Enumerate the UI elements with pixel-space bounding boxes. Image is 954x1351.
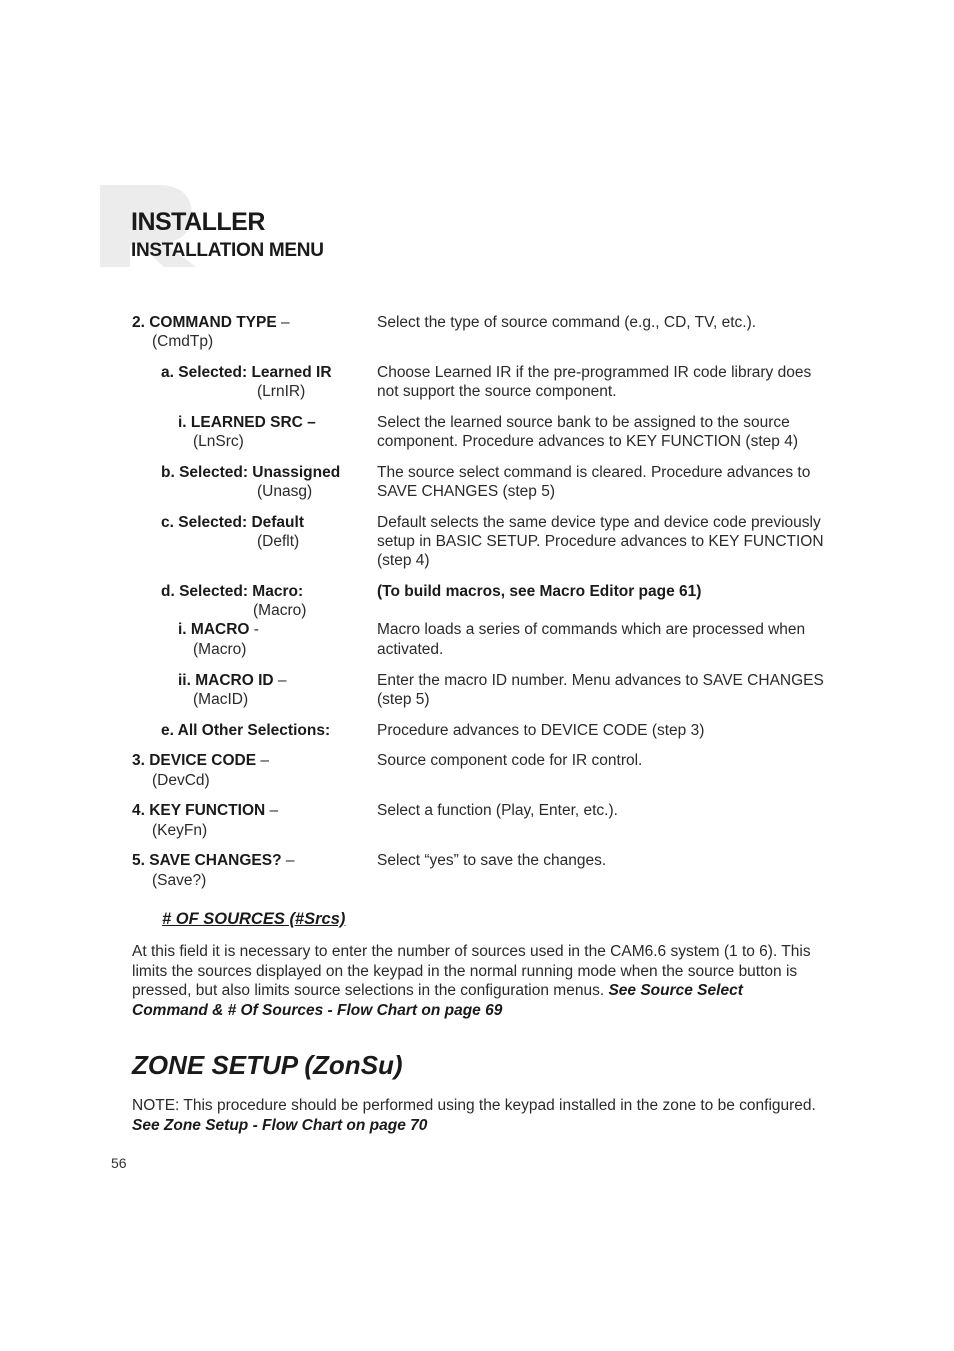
item-desc: not support the source component. xyxy=(377,383,617,400)
item-label: b. Selected: Unassigned xyxy=(161,464,341,481)
sources-heading: # OF SOURCES (#Srcs) xyxy=(162,910,346,928)
page-title: INSTALLER xyxy=(131,208,265,236)
item-code: (Deflt) xyxy=(257,533,300,550)
item-desc: (step 5) xyxy=(377,691,430,708)
item-code: (CmdTp) xyxy=(152,333,214,350)
item-label: ii. MACRO ID – xyxy=(178,672,287,689)
item-desc: The source select command is cleared. Procedure advances to xyxy=(377,464,811,481)
item-desc: activated. xyxy=(377,641,444,658)
page-subtitle: INSTALLATION MENU xyxy=(131,240,324,261)
item-label: 4. KEY FUNCTION – xyxy=(132,802,279,819)
item-label: i. MACRO - xyxy=(178,621,259,638)
item-code: (Macro) xyxy=(193,641,247,658)
item-desc: Procedure advances to DEVICE CODE (step 3) xyxy=(377,722,705,739)
item-label: 3. DEVICE CODE – xyxy=(132,752,269,769)
item-desc: Source component code for IR control. xyxy=(377,752,643,769)
zone-setup-heading: ZONE SETUP (ZonSu) xyxy=(132,1050,403,1080)
sources-paragraph: At this field it is necessary to enter the number of sources used in the CAM6.6 system (1 to 6). This limits the sources displayed on the keypad in the normal running mode when the source button is pressed, but also limits source selections in the configuration menus. See Source Select Command & # Of Sources - Flow Chart on page 69 xyxy=(132,943,811,1019)
item-code: (KeyFn) xyxy=(152,822,208,839)
item-desc: (step 4) xyxy=(377,552,430,569)
item-desc: Select “yes” to save the changes. xyxy=(377,852,607,869)
item-desc: Enter the macro ID number. Menu advances to SAVE CHANGES xyxy=(377,672,824,689)
item-desc: Default selects the same device type and device code previously xyxy=(377,514,821,531)
item-desc: Macro loads a series of commands which are processed when xyxy=(377,621,806,638)
item-desc: SAVE CHANGES (step 5) xyxy=(377,483,556,500)
zone-note: NOTE: This procedure should be performed using the keypad installed in the zone to be configured. See Zone Setup - Flow Chart on page 70 xyxy=(132,1097,816,1134)
item-label: 5. SAVE CHANGES? – xyxy=(132,852,295,869)
item-code: (DevCd) xyxy=(152,772,210,789)
item-label: a. Selected: Learned IR xyxy=(161,364,332,381)
item-desc: Select the learned source bank to be assigned to the source xyxy=(377,414,790,431)
item-desc: setup in BASIC SETUP. Procedure advances to KEY FUNCTION xyxy=(377,533,824,550)
item-desc: component. Procedure advances to KEY FUNCTION (step 4) xyxy=(377,433,798,450)
item-label: c. Selected: Default xyxy=(161,514,304,531)
item-code: (MacID) xyxy=(193,691,249,708)
item-code: (Macro) xyxy=(253,602,307,619)
item-label: d. Selected: Macro: xyxy=(161,583,304,600)
item-desc: Select the type of source command (e.g., CD, TV, etc.). xyxy=(377,314,757,331)
item-desc: Choose Learned IR if the pre-programmed IR code library does xyxy=(377,364,812,381)
item-desc: Select a function (Play, Enter, etc.). xyxy=(377,802,618,819)
item-code: (Unasg) xyxy=(257,483,313,500)
item-code: (LrnIR) xyxy=(257,383,306,400)
item-label: e. All Other Selections: xyxy=(161,722,331,739)
page-number: 56 xyxy=(111,1155,127,1171)
item-label: i. LEARNED SRC – xyxy=(178,414,316,431)
item-code: (LnSrc) xyxy=(193,433,244,450)
item-code: (Save?) xyxy=(152,872,207,889)
item-desc: (To build macros, see Macro Editor page 61) xyxy=(377,583,702,600)
item-label: 2. COMMAND TYPE – xyxy=(132,314,290,331)
